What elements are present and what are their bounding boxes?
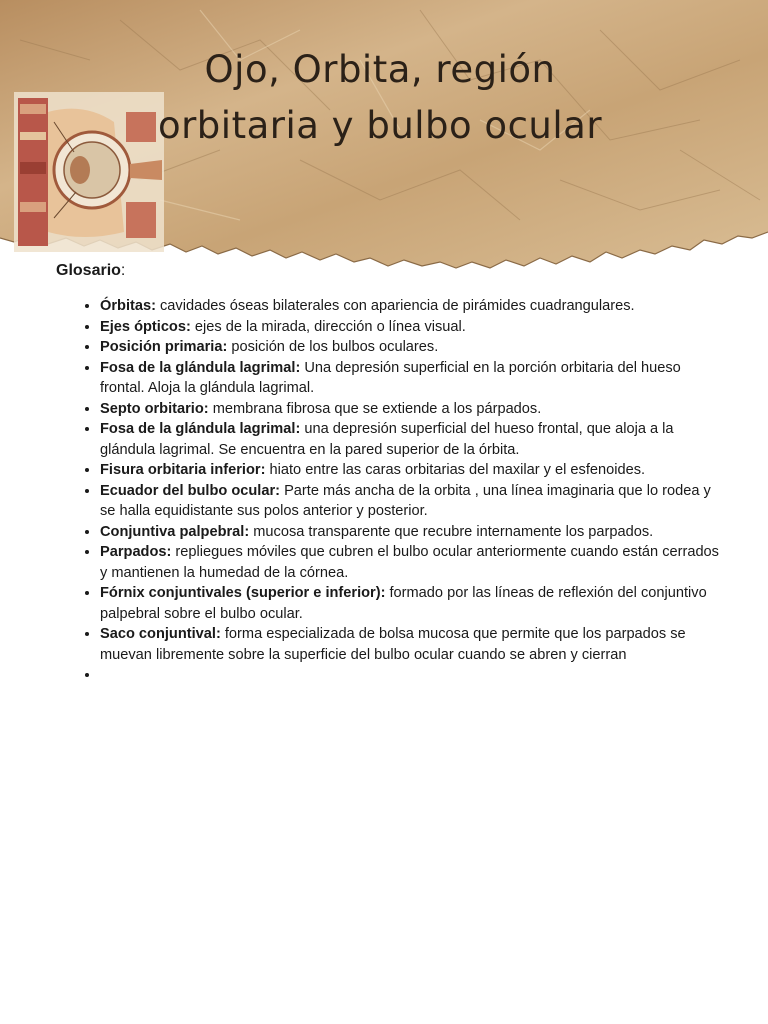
glossary-item: [100, 665, 725, 686]
glossary-term: Parpados:: [100, 544, 172, 560]
glossary-term: Fosa de la glándula lagrimal:: [100, 359, 301, 376]
glossary-heading-label: Glosario: [56, 262, 121, 279]
glossary-item: [100, 460, 725, 481]
glossary-list: [78, 296, 725, 686]
glossary-item: [100, 583, 725, 624]
glossary-term: Posición primaria:: [100, 339, 228, 355]
glossary-item: [100, 317, 725, 338]
glossary-term: Fosa de la glándula lagrimal:: [100, 421, 301, 437]
glossary-term: Ecuador del bulbo ocular:: [100, 482, 281, 499]
glossary-term: Ejes ópticos:: [100, 318, 191, 335]
page-title: [120, 42, 640, 154]
glossary-definition: repliegues móviles que cubren el bulbo ocular anteriormente cuando están cerrados y mantienen la humedad de la córnea.: [100, 544, 719, 581]
glossary-item: [100, 481, 725, 522]
glossary-term: Fórnix conjuntivales (superior e inferior):: [100, 585, 386, 601]
glossary-definition: formado por las líneas de reflexión del conjuntivo palpebral sobre el bulbo ocular.: [100, 585, 707, 622]
glossary-definition: mucosa transparente que recubre internamente los parpados.: [249, 523, 654, 540]
glossary-term: Saco conjuntival:: [100, 626, 221, 642]
glossary-definition: Parte más ancha de la orbita , una línea imaginaria que lo rodea y se halla equidistante sus polos anterior y posterior.: [100, 482, 711, 519]
glossary-item: [100, 358, 725, 399]
page-header: [0, 0, 768, 272]
glossary-term: Septo orbitario:: [100, 400, 209, 417]
glossary-item: [100, 624, 725, 665]
glossary-definition: Una depresión superficial en la porción orbitaria del hueso frontal. Aloja la glándula lagrimal.: [100, 359, 681, 396]
glossary-item: [100, 337, 725, 358]
glossary-item: [100, 419, 725, 460]
glossary-definition: cavidades óseas bilaterales con apariencia de pirámides cuadrangulares.: [155, 298, 635, 314]
glossary-definition: membrana fibrosa que se extiende a los párpados.: [208, 400, 542, 417]
glossary-item: [100, 542, 725, 583]
glossary-term: Conjuntiva palpebral:: [100, 523, 250, 540]
title-line-1: Ojo, Orbita, región: [204, 48, 556, 91]
glossary-definition: hiato entre las caras orbitarias del maxilar y el esfenoides.: [265, 462, 646, 478]
glossary-item: [100, 296, 725, 317]
glossary-heading-colon: :: [120, 262, 126, 279]
title-line-2: orbitaria y bulbo ocular: [157, 104, 603, 147]
glossary-term: Órbitas:: [100, 298, 156, 314]
glossary-definition: posición de los bulbos oculares.: [227, 339, 439, 355]
glossary-item: [100, 522, 725, 543]
glossary-definition: forma especializada de bolsa mucosa que permite que los parpados se muevan libremente sobre la superficie del bulbo ocular cuando se abren y cierran: [100, 626, 686, 663]
glossary-item: [100, 399, 725, 420]
glossary-heading: [56, 262, 125, 280]
glossary-term: Fisura orbitaria inferior:: [100, 462, 266, 478]
glossary-definition: una depresión superficial del hueso frontal, que aloja a la glándula lagrimal. Se encuentra en la pared superior de la órbita.: [100, 421, 674, 458]
glossary-definition: ejes de la mirada, dirección o línea visual.: [190, 318, 466, 335]
